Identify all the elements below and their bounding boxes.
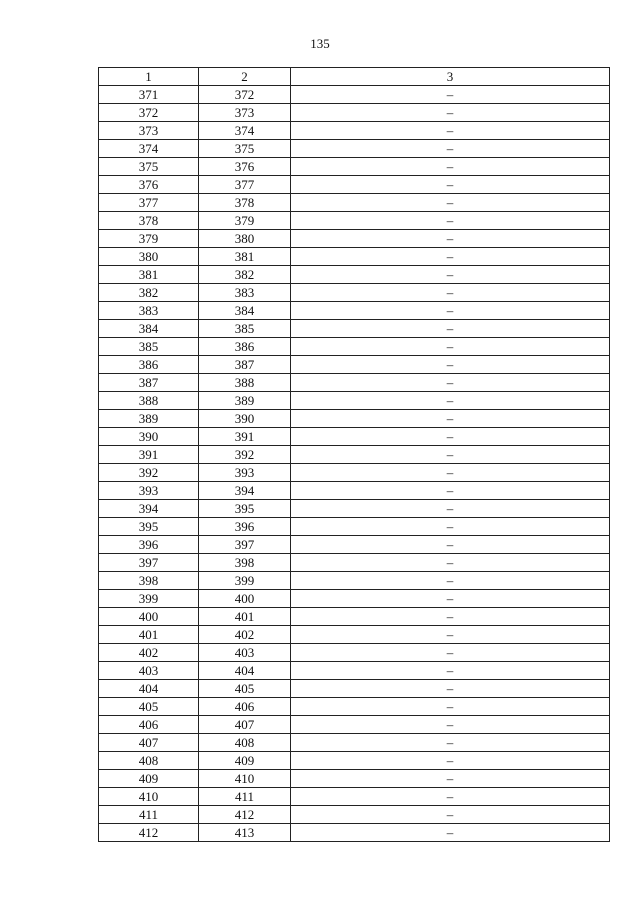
table-row [99, 446, 610, 464]
table-cell-col-1: 400 [99, 608, 199, 626]
table-cell-col-2: 376 [199, 158, 291, 176]
table-cell-col-1: 405 [99, 698, 199, 716]
table-cell-col-2: 409 [199, 752, 291, 770]
table-row [99, 662, 610, 680]
table-cell-col-2: 379 [199, 212, 291, 230]
table-row [99, 158, 610, 176]
column-header-3: 3 [291, 68, 610, 86]
table-cell-col-3: – [291, 680, 610, 698]
table-cell-col-1: 385 [99, 338, 199, 356]
table-row [99, 194, 610, 212]
table-cell-col-3: – [291, 302, 610, 320]
table-cell-col-2: 383 [199, 284, 291, 302]
table-row [99, 554, 610, 572]
table-cell-col-1: 408 [99, 752, 199, 770]
table-cell-col-1: 371 [99, 86, 199, 104]
table-cell-col-2: 385 [199, 320, 291, 338]
table-cell-col-3: – [291, 806, 610, 824]
table-row [99, 392, 610, 410]
table-row [99, 500, 610, 518]
table-row [99, 122, 610, 140]
table-cell-col-2: 400 [199, 590, 291, 608]
table-cell-col-2: 401 [199, 608, 291, 626]
table-cell-col-3: – [291, 140, 610, 158]
table-cell-col-2: 404 [199, 662, 291, 680]
table-cell-col-3: – [291, 482, 610, 500]
table-cell-col-3: – [291, 104, 610, 122]
table-cell-col-2: 408 [199, 734, 291, 752]
table-cell-col-3: – [291, 518, 610, 536]
table-cell-col-3: – [291, 392, 610, 410]
table-cell-col-2: 410 [199, 770, 291, 788]
table-cell-col-1: 392 [99, 464, 199, 482]
table-cell-col-3: – [291, 662, 610, 680]
table-row [99, 356, 610, 374]
table-row [99, 176, 610, 194]
table-cell-col-1: 377 [99, 194, 199, 212]
table-cell-col-1: 372 [99, 104, 199, 122]
table-row [99, 824, 610, 842]
table-cell-col-3: – [291, 230, 610, 248]
table-cell-col-2: 393 [199, 464, 291, 482]
table-row [99, 788, 610, 806]
table-cell-col-2: 381 [199, 248, 291, 266]
table-cell-col-1: 394 [99, 500, 199, 518]
table-cell-col-3: – [291, 464, 610, 482]
table-cell-col-3: – [291, 176, 610, 194]
table-cell-col-1: 396 [99, 536, 199, 554]
table-row [99, 86, 610, 104]
table-row [99, 410, 610, 428]
table-cell-col-2: 389 [199, 392, 291, 410]
table-cell-col-1: 395 [99, 518, 199, 536]
table-cell-col-3: – [291, 356, 610, 374]
table-cell-col-3: – [291, 446, 610, 464]
table-cell-col-1: 376 [99, 176, 199, 194]
table-cell-col-2: 374 [199, 122, 291, 140]
table-row [99, 698, 610, 716]
table-cell-col-1: 383 [99, 302, 199, 320]
page-number: 135 [310, 36, 330, 51]
table-row [99, 626, 610, 644]
table-cell-col-3: – [291, 572, 610, 590]
table-cell-col-1: 373 [99, 122, 199, 140]
table-cell-col-2: 402 [199, 626, 291, 644]
table-row [99, 806, 610, 824]
table-row [99, 266, 610, 284]
table-cell-col-1: 382 [99, 284, 199, 302]
table-cell-col-2: 380 [199, 230, 291, 248]
table-row [99, 212, 610, 230]
table-cell-col-3: – [291, 752, 610, 770]
table-row [99, 590, 610, 608]
table-row [99, 140, 610, 158]
table-cell-col-1: 384 [99, 320, 199, 338]
table-cell-col-1: 407 [99, 734, 199, 752]
table-cell-col-2: 396 [199, 518, 291, 536]
table-cell-col-2: 411 [199, 788, 291, 806]
table-row [99, 230, 610, 248]
table-row [99, 302, 610, 320]
table-cell-col-2: 386 [199, 338, 291, 356]
data-table [98, 67, 610, 842]
table-row [99, 464, 610, 482]
table-cell-col-3: – [291, 608, 610, 626]
table-cell-col-3: – [291, 644, 610, 662]
table-row [99, 374, 610, 392]
table-cell-col-1: 391 [99, 446, 199, 464]
table-cell-col-2: 395 [199, 500, 291, 518]
table-cell-col-2: 398 [199, 554, 291, 572]
table-cell-col-3: – [291, 626, 610, 644]
table-cell-col-3: – [291, 734, 610, 752]
table-cell-col-1: 411 [99, 806, 199, 824]
table-cell-col-2: 405 [199, 680, 291, 698]
table-cell-col-1: 398 [99, 572, 199, 590]
table-cell-col-3: – [291, 410, 610, 428]
table-cell-col-2: 412 [199, 806, 291, 824]
table-cell-col-2: 390 [199, 410, 291, 428]
table-cell-col-3: – [291, 716, 610, 734]
table-cell-col-3: – [291, 194, 610, 212]
table-cell-col-3: – [291, 320, 610, 338]
table-cell-col-3: – [291, 266, 610, 284]
table-cell-col-3: – [291, 122, 610, 140]
table-cell-col-1: 378 [99, 212, 199, 230]
table-cell-col-2: 372 [199, 86, 291, 104]
table-row [99, 428, 610, 446]
table-cell-col-2: 397 [199, 536, 291, 554]
table-cell-col-1: 406 [99, 716, 199, 734]
table-cell-col-1: 402 [99, 644, 199, 662]
table-row [99, 770, 610, 788]
table-cell-col-1: 397 [99, 554, 199, 572]
table-cell-col-1: 381 [99, 266, 199, 284]
table-row [99, 644, 610, 662]
table-cell-col-2: 375 [199, 140, 291, 158]
table-cell-col-3: – [291, 428, 610, 446]
table-cell-col-2: 378 [199, 194, 291, 212]
table-cell-col-1: 401 [99, 626, 199, 644]
table-row [99, 518, 610, 536]
table-cell-col-3: – [291, 824, 610, 842]
table-row [99, 608, 610, 626]
table-cell-col-1: 412 [99, 824, 199, 842]
table-cell-col-1: 388 [99, 392, 199, 410]
table-row [99, 680, 610, 698]
table-cell-col-3: – [291, 212, 610, 230]
table-cell-col-3: – [291, 158, 610, 176]
table-cell-col-2: 388 [199, 374, 291, 392]
table-cell-col-3: – [291, 536, 610, 554]
table-cell-col-2: 373 [199, 104, 291, 122]
table-cell-col-1: 403 [99, 662, 199, 680]
table-row [99, 716, 610, 734]
table-cell-col-2: 413 [199, 824, 291, 842]
table-cell-col-3: – [291, 590, 610, 608]
table-cell-col-1: 380 [99, 248, 199, 266]
column-header-1: 1 [99, 68, 199, 86]
column-header-2: 2 [199, 68, 291, 86]
table-cell-col-2: 406 [199, 698, 291, 716]
table-cell-col-3: – [291, 248, 610, 266]
table-cell-col-2: 403 [199, 644, 291, 662]
table-row [99, 104, 610, 122]
table-cell-col-3: – [291, 788, 610, 806]
table-row [99, 248, 610, 266]
table-cell-col-2: 382 [199, 266, 291, 284]
table-row [99, 338, 610, 356]
table-row [99, 572, 610, 590]
table-cell-col-1: 374 [99, 140, 199, 158]
table-cell-col-3: – [291, 698, 610, 716]
table-cell-col-2: 377 [199, 176, 291, 194]
table-cell-col-1: 404 [99, 680, 199, 698]
table-cell-col-1: 389 [99, 410, 199, 428]
table-cell-col-2: 384 [199, 302, 291, 320]
table-cell-col-2: 399 [199, 572, 291, 590]
table-cell-col-2: 391 [199, 428, 291, 446]
table-cell-col-3: – [291, 284, 610, 302]
table-cell-col-3: – [291, 770, 610, 788]
table-row [99, 320, 610, 338]
table-cell-col-1: 387 [99, 374, 199, 392]
table-cell-col-3: – [291, 86, 610, 104]
table-row [99, 752, 610, 770]
table-row [99, 284, 610, 302]
table-cell-col-2: 407 [199, 716, 291, 734]
table-row [99, 482, 610, 500]
table-cell-col-1: 409 [99, 770, 199, 788]
table-cell-col-1: 375 [99, 158, 199, 176]
table-cell-col-1: 390 [99, 428, 199, 446]
table-cell-col-1: 386 [99, 356, 199, 374]
table-cell-col-3: – [291, 374, 610, 392]
table-cell-col-3: – [291, 500, 610, 518]
table-cell-col-2: 394 [199, 482, 291, 500]
table-cell-col-3: – [291, 338, 610, 356]
table-body [99, 86, 610, 842]
table-row [99, 734, 610, 752]
table-cell-col-1: 399 [99, 590, 199, 608]
table-row [99, 536, 610, 554]
table-cell-col-1: 379 [99, 230, 199, 248]
table-header-row [99, 68, 610, 86]
table-cell-col-2: 387 [199, 356, 291, 374]
table-cell-col-3: – [291, 554, 610, 572]
table-cell-col-1: 410 [99, 788, 199, 806]
table-cell-col-2: 392 [199, 446, 291, 464]
table-cell-col-1: 393 [99, 482, 199, 500]
